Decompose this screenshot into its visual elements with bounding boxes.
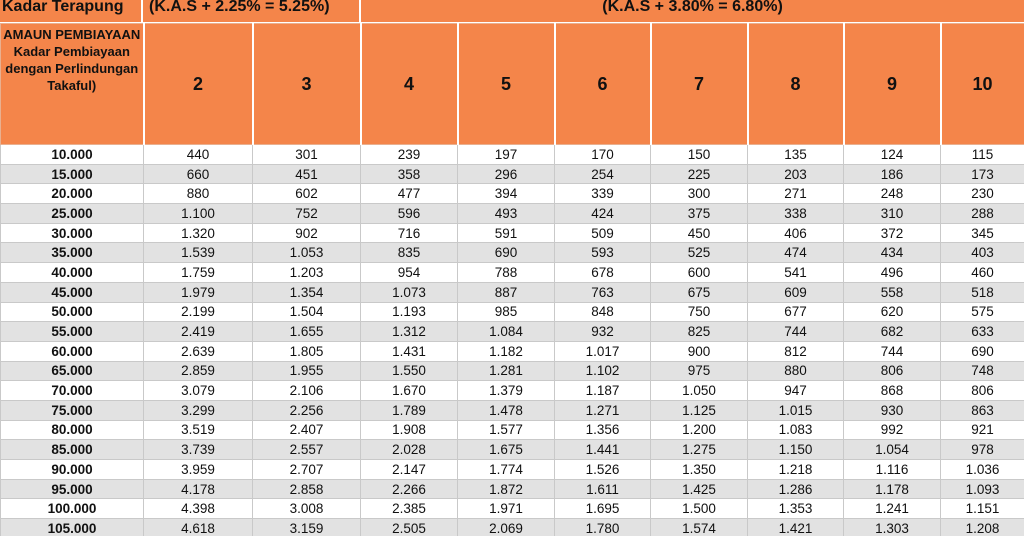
monthly-installment-cell: 1.083 (748, 420, 844, 440)
monthly-installment-cell: 1.187 (555, 381, 651, 401)
monthly-installment-cell: 300 (651, 184, 748, 204)
monthly-installment-cell: 975 (651, 361, 748, 381)
monthly-installment-cell: 900 (651, 341, 748, 361)
monthly-installment-cell: 3.079 (144, 381, 253, 401)
monthly-installment-cell: 541 (748, 263, 844, 283)
monthly-installment-cell: 992 (844, 420, 941, 440)
monthly-installment-cell: 2.407 (253, 420, 361, 440)
year-column-header: 3 (253, 24, 361, 145)
monthly-installment-cell: 3.519 (144, 420, 253, 440)
monthly-installment-cell: 788 (458, 263, 555, 283)
monthly-installment-cell: 518 (941, 282, 1024, 302)
monthly-installment-cell: 1.611 (555, 479, 651, 499)
monthly-installment-cell: 1.675 (458, 440, 555, 460)
monthly-installment-cell: 825 (651, 322, 748, 342)
monthly-installment-cell: 2.707 (253, 460, 361, 480)
monthly-installment-cell: 493 (458, 204, 555, 224)
monthly-installment-cell: 1.218 (748, 460, 844, 480)
monthly-installment-cell: 954 (361, 263, 458, 283)
monthly-installment-cell: 3.739 (144, 440, 253, 460)
monthly-installment-cell: 3.159 (253, 519, 361, 536)
monthly-installment-cell: 1.670 (361, 381, 458, 401)
table-row (1, 519, 1024, 536)
table-row (1, 381, 1024, 401)
monthly-installment-cell: 748 (941, 361, 1024, 381)
monthly-installment-cell: 440 (144, 145, 253, 165)
monthly-installment-cell: 1.908 (361, 420, 458, 440)
table-header-row (1, 24, 1024, 145)
table-row (1, 282, 1024, 302)
table-row (1, 341, 1024, 361)
monthly-installment-cell: 358 (361, 164, 458, 184)
monthly-installment-cell: 1.017 (555, 341, 651, 361)
financing-amount-cell: 105.000 (1, 519, 144, 536)
monthly-installment-cell: 1.971 (458, 499, 555, 519)
financing-amount-cell: 80.000 (1, 420, 144, 440)
monthly-installment-cell: 450 (651, 223, 748, 243)
monthly-installment-cell: 1.116 (844, 460, 941, 480)
financing-amount-cell: 70.000 (1, 381, 144, 401)
year-column-header: 8 (748, 24, 844, 145)
monthly-installment-cell: 1.241 (844, 499, 941, 519)
table-row (1, 400, 1024, 420)
year-column-header: 10 (941, 24, 1024, 145)
monthly-installment-cell: 1.526 (555, 460, 651, 480)
financing-amount-cell: 60.000 (1, 341, 144, 361)
monthly-installment-cell: 1.695 (555, 499, 651, 519)
monthly-installment-cell: 460 (941, 263, 1024, 283)
financing-amount-cell: 35.000 (1, 243, 144, 263)
monthly-installment-cell: 744 (748, 322, 844, 342)
monthly-installment-cell: 558 (844, 282, 941, 302)
monthly-installment-cell: 406 (748, 223, 844, 243)
financing-amount-cell: 45.000 (1, 282, 144, 302)
monthly-installment-cell: 947 (748, 381, 844, 401)
monthly-installment-cell: 254 (555, 164, 651, 184)
monthly-installment-cell: 1.500 (651, 499, 748, 519)
monthly-installment-cell: 1.577 (458, 420, 555, 440)
monthly-installment-cell: 2.385 (361, 499, 458, 519)
monthly-installment-cell: 525 (651, 243, 748, 263)
monthly-installment-cell: 248 (844, 184, 941, 204)
table-row (1, 460, 1024, 480)
financing-amount-cell: 40.000 (1, 263, 144, 283)
monthly-installment-cell: 135 (748, 145, 844, 165)
table-row (1, 420, 1024, 440)
monthly-installment-cell: 1.084 (458, 322, 555, 342)
monthly-installment-cell: 1.789 (361, 400, 458, 420)
monthly-installment-cell: 1.872 (458, 479, 555, 499)
monthly-installment-cell: 4.618 (144, 519, 253, 536)
table-row (1, 263, 1024, 283)
table-row (1, 440, 1024, 460)
monthly-installment-cell: 848 (555, 302, 651, 322)
monthly-installment-cell: 288 (941, 204, 1024, 224)
monthly-installment-cell: 1.050 (651, 381, 748, 401)
monthly-installment-cell: 451 (253, 164, 361, 184)
monthly-installment-cell: 1.015 (748, 400, 844, 420)
monthly-installment-cell: 375 (651, 204, 748, 224)
financing-amount-cell: 75.000 (1, 400, 144, 420)
monthly-installment-cell: 752 (253, 204, 361, 224)
monthly-installment-cell: 2.419 (144, 322, 253, 342)
monthly-installment-cell: 230 (941, 184, 1024, 204)
monthly-installment-cell: 835 (361, 243, 458, 263)
monthly-installment-cell: 339 (555, 184, 651, 204)
monthly-installment-cell: 2.069 (458, 519, 555, 536)
monthly-installment-cell: 3.959 (144, 460, 253, 480)
monthly-installment-cell: 2.266 (361, 479, 458, 499)
monthly-installment-cell: 2.557 (253, 440, 361, 460)
monthly-installment-cell: 424 (555, 204, 651, 224)
monthly-installment-cell: 1.073 (361, 282, 458, 302)
monthly-installment-cell: 600 (651, 263, 748, 283)
monthly-installment-cell: 3.008 (253, 499, 361, 519)
monthly-installment-cell: 1.425 (651, 479, 748, 499)
monthly-installment-cell: 1.208 (941, 519, 1024, 536)
monthly-installment-cell: 1.421 (748, 519, 844, 536)
monthly-installment-cell: 496 (844, 263, 941, 283)
monthly-installment-cell: 1.125 (651, 400, 748, 420)
monthly-installment-cell: 394 (458, 184, 555, 204)
monthly-installment-cell: 678 (555, 263, 651, 283)
monthly-installment-cell: 763 (555, 282, 651, 302)
monthly-installment-cell: 2.256 (253, 400, 361, 420)
monthly-installment-cell: 887 (458, 282, 555, 302)
monthly-installment-cell: 978 (941, 440, 1024, 460)
monthly-installment-cell: 1.379 (458, 381, 555, 401)
monthly-installment-cell: 880 (748, 361, 844, 381)
year-column-header: 5 (458, 24, 555, 145)
monthly-installment-cell: 1.312 (361, 322, 458, 342)
monthly-installment-cell: 1.780 (555, 519, 651, 536)
table-row (1, 204, 1024, 224)
monthly-installment-cell: 1.281 (458, 361, 555, 381)
monthly-installment-cell: 474 (748, 243, 844, 263)
financing-amount-cell: 85.000 (1, 440, 144, 460)
monthly-installment-cell: 2.639 (144, 341, 253, 361)
monthly-installment-cell: 690 (941, 341, 1024, 361)
financing-amount-cell: 30.000 (1, 223, 144, 243)
rate-header-band (0, 0, 1024, 22)
amount-column-header: AMAUN PEMBIAYAAN Kadar Pembiayaan dengan Perlindungan Takaful) (1, 24, 144, 145)
monthly-installment-cell: 1.655 (253, 322, 361, 342)
monthly-installment-cell: 716 (361, 223, 458, 243)
monthly-installment-cell: 4.398 (144, 499, 253, 519)
monthly-installment-cell: 812 (748, 341, 844, 361)
monthly-installment-cell: 930 (844, 400, 941, 420)
table-row (1, 302, 1024, 322)
monthly-installment-cell: 186 (844, 164, 941, 184)
monthly-installment-cell: 296 (458, 164, 555, 184)
monthly-installment-cell: 806 (844, 361, 941, 381)
monthly-installment-cell: 1.100 (144, 204, 253, 224)
monthly-installment-cell: 1.320 (144, 223, 253, 243)
year-column-header: 7 (651, 24, 748, 145)
rate-formula-long: (K.A.S + 3.80% = 6.80%) (361, 0, 1024, 22)
monthly-installment-cell: 372 (844, 223, 941, 243)
monthly-installment-cell: 660 (144, 164, 253, 184)
monthly-installment-cell: 150 (651, 145, 748, 165)
table-row (1, 361, 1024, 381)
monthly-installment-cell: 301 (253, 145, 361, 165)
table-row (1, 145, 1024, 165)
table-row (1, 499, 1024, 519)
monthly-installment-cell: 477 (361, 184, 458, 204)
monthly-installment-cell: 806 (941, 381, 1024, 401)
financing-amount-cell: 50.000 (1, 302, 144, 322)
monthly-installment-cell: 1.200 (651, 420, 748, 440)
monthly-installment-cell: 1.275 (651, 440, 748, 460)
monthly-installment-cell: 173 (941, 164, 1024, 184)
rate-formula-short: (K.A.S + 2.25% = 5.25%) (143, 0, 359, 22)
financing-amount-cell: 55.000 (1, 322, 144, 342)
year-column-header: 9 (844, 24, 941, 145)
monthly-installment-cell: 1.193 (361, 302, 458, 322)
monthly-installment-cell: 1.182 (458, 341, 555, 361)
monthly-installment-cell: 2.505 (361, 519, 458, 536)
table-row (1, 322, 1024, 342)
monthly-installment-cell: 1.350 (651, 460, 748, 480)
monthly-installment-cell: 1.286 (748, 479, 844, 499)
monthly-installment-cell: 932 (555, 322, 651, 342)
financing-amount-cell: 95.000 (1, 479, 144, 499)
monthly-installment-cell: 403 (941, 243, 1024, 263)
monthly-installment-cell: 225 (651, 164, 748, 184)
monthly-installment-cell: 2.199 (144, 302, 253, 322)
monthly-installment-cell: 2.106 (253, 381, 361, 401)
year-column-header: 6 (555, 24, 651, 145)
installment-table (0, 23, 1024, 536)
monthly-installment-cell: 1.203 (253, 263, 361, 283)
monthly-installment-cell: 880 (144, 184, 253, 204)
monthly-installment-cell: 1.054 (844, 440, 941, 460)
monthly-installment-cell: 1.539 (144, 243, 253, 263)
monthly-installment-cell: 197 (458, 145, 555, 165)
monthly-installment-cell: 868 (844, 381, 941, 401)
monthly-installment-cell: 1.102 (555, 361, 651, 381)
monthly-installment-cell: 1.353 (748, 499, 844, 519)
monthly-installment-cell: 1.356 (555, 420, 651, 440)
monthly-installment-cell: 921 (941, 420, 1024, 440)
monthly-installment-cell: 4.178 (144, 479, 253, 499)
monthly-installment-cell: 596 (361, 204, 458, 224)
monthly-installment-cell: 1.150 (748, 440, 844, 460)
monthly-installment-cell: 3.299 (144, 400, 253, 420)
monthly-installment-cell: 863 (941, 400, 1024, 420)
monthly-installment-cell: 1.955 (253, 361, 361, 381)
monthly-installment-cell: 345 (941, 223, 1024, 243)
table-row (1, 223, 1024, 243)
monthly-installment-cell: 124 (844, 145, 941, 165)
monthly-installment-cell: 1.093 (941, 479, 1024, 499)
monthly-installment-cell: 677 (748, 302, 844, 322)
monthly-installment-cell: 1.354 (253, 282, 361, 302)
monthly-installment-cell: 1.178 (844, 479, 941, 499)
monthly-installment-cell: 1.053 (253, 243, 361, 263)
monthly-installment-cell: 675 (651, 282, 748, 302)
floating-rate-label: Kadar Terapung (0, 0, 141, 22)
monthly-installment-cell: 509 (555, 223, 651, 243)
monthly-installment-cell: 434 (844, 243, 941, 263)
financing-amount-cell: 100.000 (1, 499, 144, 519)
monthly-installment-cell: 203 (748, 164, 844, 184)
monthly-installment-cell: 1.478 (458, 400, 555, 420)
monthly-installment-cell: 239 (361, 145, 458, 165)
monthly-installment-cell: 115 (941, 145, 1024, 165)
table-row (1, 164, 1024, 184)
monthly-installment-cell: 750 (651, 302, 748, 322)
monthly-installment-cell: 1.151 (941, 499, 1024, 519)
financing-amount-cell: 15.000 (1, 164, 144, 184)
monthly-installment-cell: 591 (458, 223, 555, 243)
monthly-installment-cell: 170 (555, 145, 651, 165)
monthly-installment-cell: 1.441 (555, 440, 651, 460)
financing-amount-cell: 20.000 (1, 184, 144, 204)
monthly-installment-cell: 310 (844, 204, 941, 224)
monthly-installment-cell: 338 (748, 204, 844, 224)
monthly-installment-cell: 575 (941, 302, 1024, 322)
year-column-header: 4 (361, 24, 458, 145)
monthly-installment-cell: 1.979 (144, 282, 253, 302)
monthly-installment-cell: 1.504 (253, 302, 361, 322)
financing-amount-cell: 90.000 (1, 460, 144, 480)
monthly-installment-cell: 682 (844, 322, 941, 342)
monthly-installment-cell: 609 (748, 282, 844, 302)
monthly-installment-cell: 2.859 (144, 361, 253, 381)
monthly-installment-cell: 902 (253, 223, 361, 243)
monthly-installment-cell: 1.036 (941, 460, 1024, 480)
monthly-installment-cell: 690 (458, 243, 555, 263)
monthly-installment-cell: 985 (458, 302, 555, 322)
monthly-installment-cell: 1.271 (555, 400, 651, 420)
monthly-installment-cell: 593 (555, 243, 651, 263)
monthly-installment-cell: 744 (844, 341, 941, 361)
table-row (1, 479, 1024, 499)
monthly-installment-cell: 1.774 (458, 460, 555, 480)
monthly-installment-cell: 1.574 (651, 519, 748, 536)
monthly-installment-cell: 633 (941, 322, 1024, 342)
financing-amount-cell: 25.000 (1, 204, 144, 224)
monthly-installment-cell: 2.858 (253, 479, 361, 499)
monthly-installment-cell: 620 (844, 302, 941, 322)
monthly-installment-cell: 1.759 (144, 263, 253, 283)
monthly-installment-cell: 271 (748, 184, 844, 204)
table-row (1, 243, 1024, 263)
monthly-installment-cell: 1.805 (253, 341, 361, 361)
monthly-installment-cell: 1.303 (844, 519, 941, 536)
monthly-installment-cell: 602 (253, 184, 361, 204)
year-column-header: 2 (144, 24, 253, 145)
financing-amount-cell: 65.000 (1, 361, 144, 381)
monthly-installment-cell: 2.028 (361, 440, 458, 460)
financing-amount-cell: 10.000 (1, 145, 144, 165)
monthly-installment-cell: 1.431 (361, 341, 458, 361)
monthly-installment-cell: 1.550 (361, 361, 458, 381)
table-body (1, 145, 1024, 536)
table-row (1, 184, 1024, 204)
monthly-installment-cell: 2.147 (361, 460, 458, 480)
